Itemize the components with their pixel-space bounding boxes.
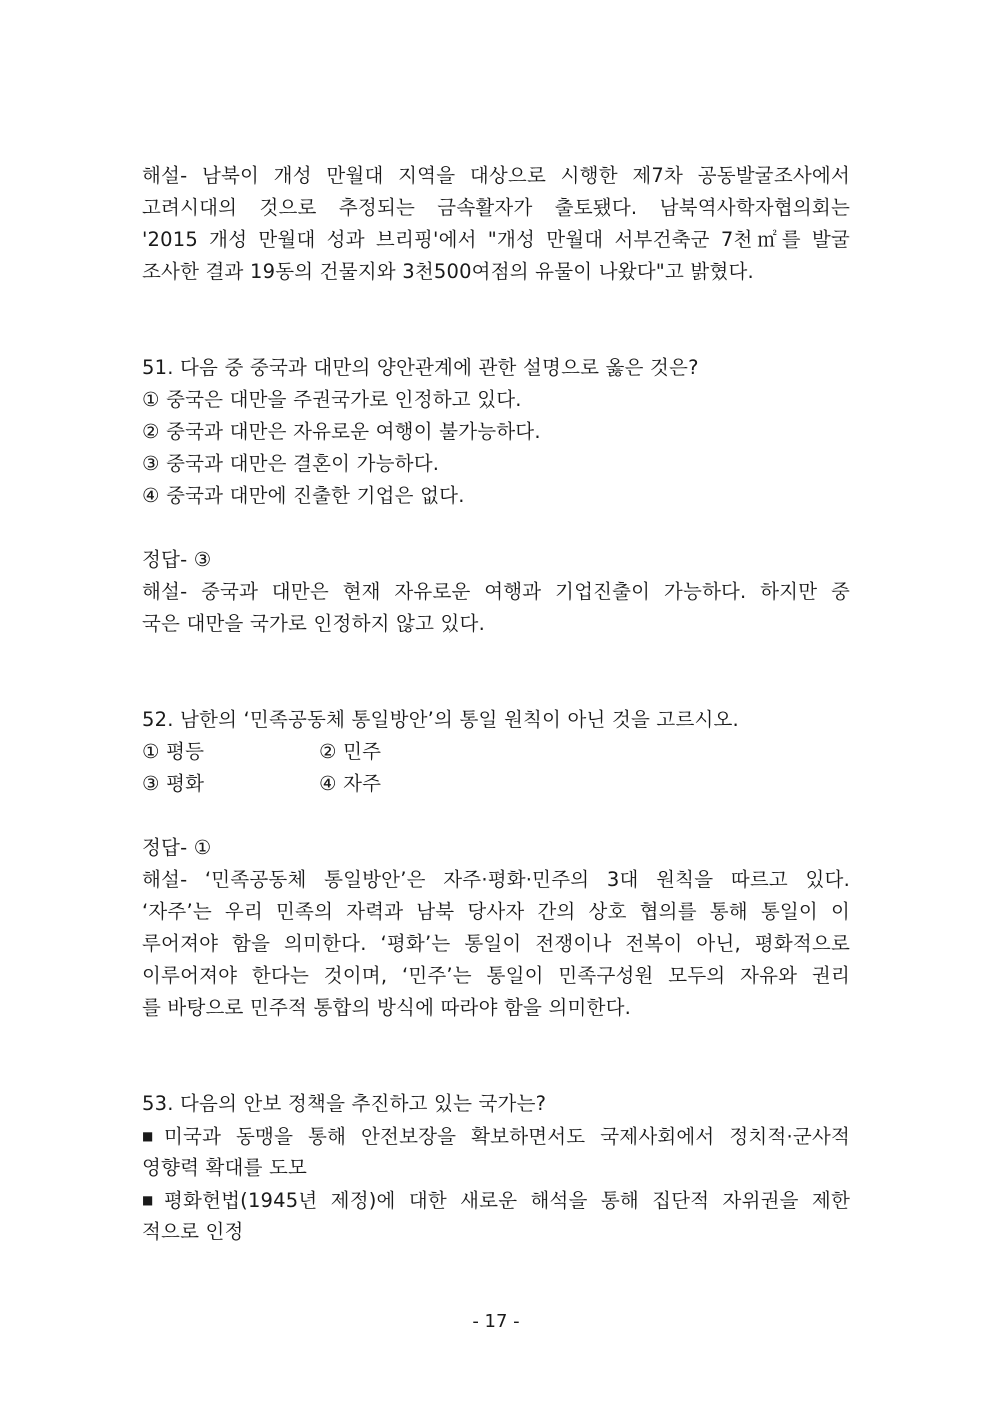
question-text: 53. 다음의 안보 정책을 추진하고 있는 국가는? <box>142 1092 547 1115</box>
option-1: ① 중국은 대만을 주권국가로 인정하고 있다. <box>142 388 522 411</box>
option-3: ③ 평화 <box>142 772 205 795</box>
explanation-line: '2015 개성 만월대 성과 브리핑'에서 "개성 만월대 서부건축군 7천㎡를 발굴 <box>142 228 850 251</box>
explanation-line: 조사한 결과 19동의 건물지와 3천500여점의 유물이 나왔다"고 밝혔다. <box>142 260 754 283</box>
option-3: ③ 중국과 대만은 결혼이 가능하다. <box>142 452 440 475</box>
option-2: ② 민주 <box>319 740 382 763</box>
explanation-line: 를 바탕으로 민주적 통합의 방식에 따라야 함을 의미한다. <box>142 996 632 1019</box>
question-53 <box>142 1088 850 1248</box>
bullet-item: ■ 평화헌법(1945년 제정)에 대한 새로운 해석을 통해 집단적 자위권을 제한 <box>142 1184 850 1216</box>
bullet-continuation: 영향력 확대를 도모 <box>142 1156 308 1179</box>
question-text: 52. 남한의 ‘민족공동체 통일방안’의 통일 원칙이 아닌 것을 고르시오. <box>142 708 739 731</box>
options-row <box>142 768 850 800</box>
options-row <box>142 736 850 768</box>
option-2: ② 중국과 대만은 자유로운 여행이 불가능하다. <box>142 420 541 443</box>
explanation-line: 고려시대의 것으로 추정되는 금속활자가 출토됐다. 남북역사학자협의회는 <box>142 196 850 219</box>
question-text: 51. 다음 중 중국과 대만의 양안관계에 관한 설명으로 옳은 것은? <box>142 356 699 379</box>
explanation-line: 해설- 남북이 개성 만월대 지역을 대상으로 시행한 제7차 공동발굴조사에서 <box>142 164 850 187</box>
explanation-line: 이루어져야 한다는 것이며, ‘민주’는 통일이 민족구성원 모두의 자유와 권리 <box>142 964 850 987</box>
page-content <box>142 160 850 1248</box>
explanation-line: 국은 대만을 국가로 인정하지 않고 있다. <box>142 612 485 635</box>
answer: 정답- ③ <box>142 548 212 571</box>
question-52 <box>142 704 850 1024</box>
explanation-line: 해설- ‘민족공동체 통일방안’은 자주·평화·민주의 3대 원칙을 따르고 있다. <box>142 868 850 891</box>
option-4: ④ 중국과 대만에 진출한 기업은 없다. <box>142 484 465 507</box>
page-number: - 17 - <box>472 1311 520 1332</box>
square-bullet-icon: ■ <box>142 1193 154 1207</box>
square-bullet-icon: ■ <box>142 1129 154 1143</box>
explanation-line: ‘자주’는 우리 민족의 자력과 남북 당사자 간의 상호 협의를 통해 통일이 이 <box>142 900 850 923</box>
bullet-continuation: 적으로 인정 <box>142 1220 244 1243</box>
bullet-item: ■ 미국과 동맹을 통해 안전보장을 확보하면서도 국제사회에서 정치적·군사적 <box>142 1120 850 1152</box>
question-51 <box>142 352 850 640</box>
explanation-line: 해설- 중국과 대만은 현재 자유로운 여행과 기업진출이 가능하다. 하지만 중 <box>142 580 850 603</box>
option-1: ① 평등 <box>142 740 205 763</box>
answer: 정답- ① <box>142 836 212 859</box>
explanation-50 <box>142 160 850 288</box>
explanation-line: 루어져야 함을 의미한다. ‘평화’는 통일이 전쟁이나 전복이 아닌, 평화적으로 <box>142 932 850 955</box>
option-4: ④ 자주 <box>319 772 382 795</box>
